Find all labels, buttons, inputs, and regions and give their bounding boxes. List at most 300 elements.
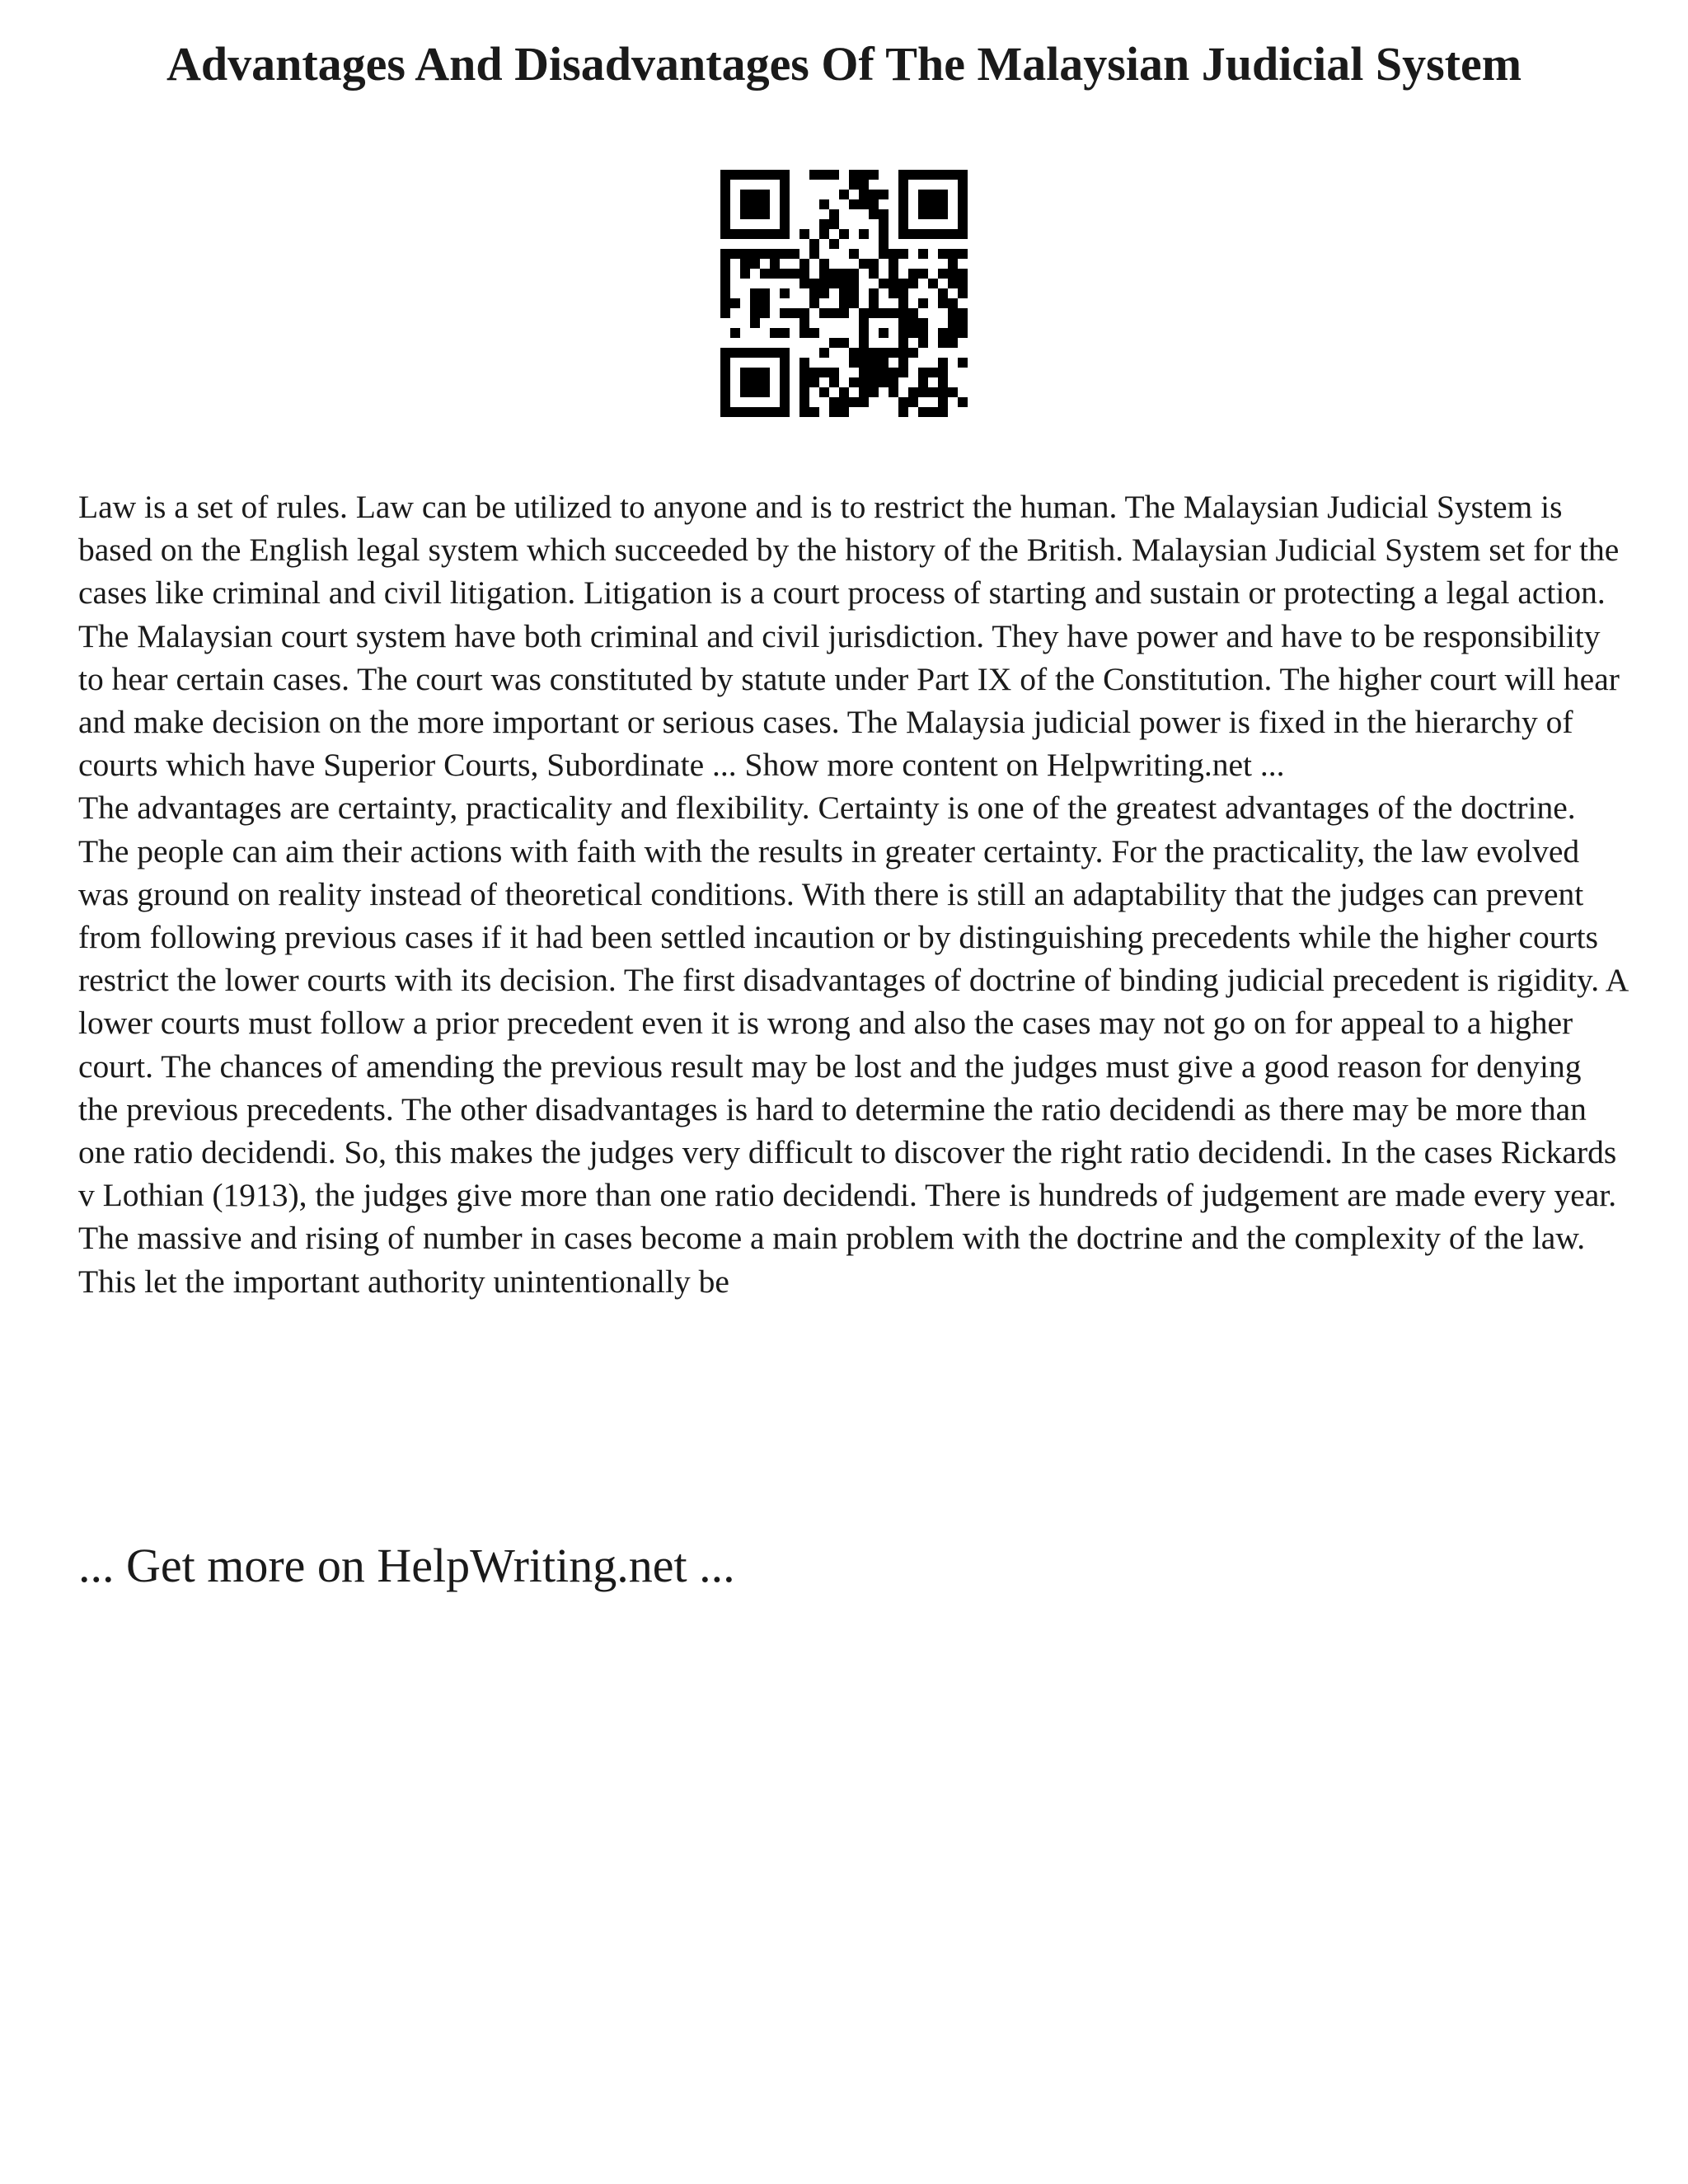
qr-module	[898, 358, 908, 368]
qr-module	[869, 288, 879, 298]
qr-module	[849, 397, 859, 407]
qr-module	[809, 377, 819, 387]
qr-module	[750, 288, 760, 298]
qr-module	[938, 190, 948, 199]
qr-module	[839, 387, 849, 397]
qr-module	[938, 338, 948, 348]
qr-module	[750, 190, 760, 199]
qr-module	[849, 358, 859, 368]
qr-module	[720, 298, 730, 308]
qr-module	[740, 259, 750, 269]
qr-module	[799, 387, 809, 397]
qr-module	[958, 219, 968, 229]
qr-module	[938, 170, 948, 180]
qr-module	[829, 219, 839, 229]
qr-module	[740, 249, 750, 259]
qr-module	[859, 368, 869, 377]
qr-module	[720, 180, 730, 190]
qr-module	[879, 249, 889, 259]
qr-module	[938, 368, 948, 377]
qr-module	[829, 269, 839, 279]
qr-module	[889, 387, 898, 397]
qr-module	[839, 407, 849, 417]
qr-module	[720, 308, 730, 318]
qr-module	[879, 368, 889, 377]
qr-module	[928, 199, 938, 209]
qr-module	[750, 249, 760, 259]
qr-module	[918, 170, 928, 180]
qr-module	[780, 170, 790, 180]
qr-module	[898, 397, 908, 407]
qr-module	[829, 407, 839, 417]
qr-module	[829, 239, 839, 249]
qr-module	[908, 269, 918, 279]
qr-module	[809, 298, 819, 308]
qr-module	[829, 170, 839, 180]
qr-module	[809, 288, 819, 298]
qr-module	[849, 180, 859, 190]
qr-module	[740, 368, 750, 377]
qr-module	[819, 259, 829, 269]
qr-module	[889, 288, 898, 298]
qr-module	[908, 348, 918, 358]
qr-module	[720, 170, 730, 180]
qr-module	[829, 368, 839, 377]
qr-module	[938, 209, 948, 219]
qr-module	[839, 279, 849, 288]
qr-module	[839, 190, 849, 199]
qr-module	[898, 308, 908, 318]
qr-module	[879, 190, 889, 199]
qr-module	[869, 308, 879, 318]
qr-module	[869, 259, 879, 269]
qr-module	[948, 338, 958, 348]
qr-module	[958, 170, 968, 180]
qr-module	[948, 308, 958, 318]
qr-module	[819, 288, 829, 298]
qr-module	[799, 318, 809, 328]
qr-module	[720, 269, 730, 279]
qr-module	[809, 328, 819, 338]
qr-module	[819, 269, 829, 279]
qr-module	[928, 170, 938, 180]
qr-module	[898, 229, 908, 239]
qr-module	[839, 269, 849, 279]
qr-module	[839, 338, 849, 348]
qr-module	[869, 170, 879, 180]
qr-module	[790, 308, 799, 318]
qr-module	[839, 288, 849, 298]
qr-module	[879, 229, 889, 239]
qr-module	[770, 348, 780, 358]
qr-module	[760, 269, 770, 279]
qr-module	[938, 249, 948, 259]
qr-module	[898, 170, 908, 180]
qr-module	[849, 348, 859, 358]
qr-module	[898, 249, 908, 259]
qr-module	[898, 407, 908, 417]
qr-module	[720, 348, 730, 358]
qr-module	[760, 249, 770, 259]
qr-module	[908, 397, 918, 407]
qr-module	[849, 249, 859, 259]
qr-module	[760, 348, 770, 358]
qr-module	[948, 318, 958, 328]
qr-module	[760, 298, 770, 308]
qr-module	[859, 318, 869, 328]
qr-module	[780, 397, 790, 407]
qr-module	[898, 180, 908, 190]
qr-module	[720, 279, 730, 288]
qr-module	[908, 328, 918, 338]
qr-module	[760, 368, 770, 377]
qr-module	[928, 209, 938, 219]
qr-module	[918, 407, 928, 417]
qr-module	[938, 328, 948, 338]
qr-module	[889, 308, 898, 318]
qr-module	[730, 407, 740, 417]
qr-module	[869, 190, 879, 199]
qr-module	[829, 338, 839, 348]
qr-module	[918, 209, 928, 219]
get-more-link[interactable]: ... Get more on HelpWriting.net ...	[78, 1539, 735, 1592]
qr-module	[948, 229, 958, 239]
qr-module	[908, 387, 918, 397]
qr-module	[770, 407, 780, 417]
qr-module	[750, 377, 760, 387]
qr-module	[770, 328, 780, 338]
qr-module	[780, 328, 790, 338]
qr-module	[889, 249, 898, 259]
paragraph: The advantages are certainty, practicality and flexibility. Certainty is one of the greatest advantages of the doctrine. The people can aim their actions with faith with the results in greater certainty. For the practicality, the law evolved was ground on reality instead of theoretical conditions. With there is still an adaptability that the judges can prevent from following previous cases if it had been settled incaution or by distinguishing precedents while the higher courts restrict the lower courts with its decision. The first disadvantages of doctrine of binding judicial precedent is rigidity. A lower courts must follow a prior precedent even it is wrong and also the cases may not go on for appeal to a higher court. The chances of amending the previous result may be lost and the judges must give a good reason for denying the previous precedents. The other disadvantages is hard to determine the ratio decidendi as there may be more than one ratio decidendi. So, this makes the judges very difficult to discover the right ratio decidendi. In the cases Rickards v Lothian (1913), the judges give more than one ratio decidendi. There is hundreds of judgement are made every year. The massive and rising of number in cases become a main problem with the doctrine and the complexity of the law. This let the important authority unintentionally be	[78, 790, 1628, 1300]
qr-module	[938, 229, 948, 239]
qr-module	[799, 407, 809, 417]
qr-module	[859, 199, 869, 209]
qr-module	[869, 348, 879, 358]
qr-module	[780, 269, 790, 279]
qr-module	[849, 377, 859, 387]
qr-module	[720, 387, 730, 397]
qr-module	[958, 249, 968, 259]
qr-module	[928, 368, 938, 377]
qr-module	[958, 209, 968, 219]
qr-module	[898, 209, 908, 219]
qr-code-icon	[720, 170, 968, 417]
qr-module	[879, 328, 889, 338]
qr-module	[809, 239, 819, 249]
qr-module	[958, 180, 968, 190]
qr-module	[859, 348, 869, 358]
qr-module	[720, 209, 730, 219]
qr-module	[898, 288, 908, 298]
qr-module	[869, 269, 879, 279]
qr-module	[780, 190, 790, 199]
qr-module	[869, 209, 879, 219]
qr-module	[720, 190, 730, 199]
qr-module	[790, 249, 799, 259]
qr-module	[780, 308, 790, 318]
qr-module	[760, 229, 770, 239]
qr-module	[829, 377, 839, 387]
qr-module	[760, 199, 770, 209]
article-body	[78, 485, 1628, 1303]
qr-module	[879, 308, 889, 318]
qr-module	[780, 209, 790, 219]
qr-module	[799, 328, 809, 338]
qr-module	[879, 348, 889, 358]
qr-module	[918, 368, 928, 377]
qr-module	[760, 288, 770, 298]
qr-module	[780, 288, 790, 298]
qr-module	[889, 377, 898, 387]
qr-module	[918, 190, 928, 199]
qr-module	[948, 298, 958, 308]
qr-module	[898, 348, 908, 358]
qr-module	[720, 219, 730, 229]
qr-module	[750, 259, 760, 269]
qr-module	[879, 219, 889, 229]
qr-module	[819, 348, 829, 358]
qr-module	[819, 170, 829, 180]
qr-module	[898, 318, 908, 328]
qr-module	[859, 190, 869, 199]
qr-module	[898, 279, 908, 288]
qr-module	[948, 279, 958, 288]
qr-module	[720, 288, 730, 298]
qr-module	[839, 397, 849, 407]
qr-module	[780, 387, 790, 397]
qr-module	[928, 190, 938, 199]
qr-module	[799, 377, 809, 387]
qr-module	[720, 229, 730, 239]
qr-module	[730, 249, 740, 259]
qr-module	[918, 387, 928, 397]
qr-module	[799, 308, 809, 318]
qr-module	[819, 229, 829, 239]
qr-module	[948, 249, 958, 259]
qr-module	[938, 397, 948, 407]
qr-module	[819, 368, 829, 377]
qr-module	[829, 308, 839, 318]
qr-module	[958, 190, 968, 199]
qr-module	[720, 259, 730, 269]
qr-module	[839, 229, 849, 239]
qr-module	[760, 308, 770, 318]
qr-module	[938, 387, 948, 397]
qr-module	[780, 407, 790, 417]
qr-module	[908, 279, 918, 288]
qr-module	[750, 298, 760, 308]
qr-module	[720, 358, 730, 368]
qr-module	[740, 269, 750, 279]
qr-module	[859, 229, 869, 239]
qr-module	[819, 387, 829, 397]
qr-module	[958, 269, 968, 279]
qr-module	[928, 279, 938, 288]
qr-module	[760, 407, 770, 417]
qr-module	[918, 377, 928, 387]
qr-module	[720, 249, 730, 259]
qr-module	[948, 328, 958, 338]
qr-module	[859, 387, 869, 397]
qr-module	[750, 199, 760, 209]
qr-module	[730, 348, 740, 358]
qr-module	[859, 180, 869, 190]
qr-module	[740, 407, 750, 417]
qr-module	[819, 219, 829, 229]
qr-module	[849, 298, 859, 308]
qr-module	[760, 170, 770, 180]
qr-module	[958, 229, 968, 239]
qr-module	[839, 308, 849, 318]
qr-module	[918, 269, 928, 279]
qr-module	[740, 229, 750, 239]
qr-module	[799, 368, 809, 377]
qr-module	[938, 269, 948, 279]
qr-module	[740, 377, 750, 387]
qr-module	[780, 219, 790, 229]
qr-module	[740, 170, 750, 180]
qr-module	[859, 358, 869, 368]
qr-module	[750, 308, 760, 318]
qr-module	[829, 209, 839, 219]
qr-module	[839, 298, 849, 308]
qr-module	[809, 368, 819, 377]
qr-module	[938, 298, 948, 308]
qr-module	[928, 407, 938, 417]
qr-module	[958, 308, 968, 318]
qr-module	[859, 328, 869, 338]
qr-module	[790, 269, 799, 279]
qr-module	[849, 288, 859, 298]
qr-module	[740, 348, 750, 358]
qr-module	[780, 249, 790, 259]
qr-module	[720, 368, 730, 377]
qr-module	[730, 328, 740, 338]
qr-module	[898, 298, 908, 308]
qr-module	[938, 377, 948, 387]
qr-module	[908, 229, 918, 239]
paragraph: Law is a set of rules. Law can be utilized to anyone and is to restrict the human. The Malaysian Judicial System is based on the English legal system which succeeded by the history of the British. Malaysian Judicial System set for the cases like criminal and civil litigation. Litigation is a court process of starting and sustain or protecting a legal action. The Malaysian court system have both criminal and civil jurisdiction. They have power and have to be responsibility to hear certain cases. The court was constituted by statute under Part IX of the Constitution. The higher court will hear and make decision on the more important or serious cases. The Malaysia judicial power is fixed in the hierarchy of courts which have Superior Courts, Subordinate ... Show more content on Helpwriting.net ...	[78, 489, 1620, 784]
qr-module	[879, 209, 889, 219]
qr-module	[849, 170, 859, 180]
qr-module	[760, 387, 770, 397]
qr-module	[750, 229, 760, 239]
qr-module	[918, 338, 928, 348]
qr-module	[948, 387, 958, 397]
qr-module	[750, 318, 760, 328]
qr-module	[958, 288, 968, 298]
qr-module	[889, 259, 898, 269]
qr-module	[799, 397, 809, 407]
page-title: Advantages And Disadvantages Of The Malaysian Judicial System	[166, 37, 1522, 91]
qr-module	[780, 368, 790, 377]
qr-module	[859, 338, 869, 348]
qr-module	[918, 199, 928, 209]
qr-module	[869, 387, 879, 397]
qr-module	[889, 279, 898, 288]
qr-module	[869, 377, 879, 387]
qr-module	[869, 358, 879, 368]
qr-module	[770, 229, 780, 239]
qr-module	[770, 249, 780, 259]
qr-module	[740, 209, 750, 219]
qr-module	[898, 219, 908, 229]
qr-module	[958, 199, 968, 209]
qr-module	[938, 199, 948, 209]
qr-module	[859, 397, 869, 407]
qr-module	[938, 407, 948, 417]
qr-module	[948, 259, 958, 269]
qr-module	[720, 199, 730, 209]
qr-module	[908, 308, 918, 318]
qr-module	[760, 209, 770, 219]
qr-module	[819, 279, 829, 288]
qr-module	[958, 328, 968, 338]
qr-module	[829, 279, 839, 288]
qr-module	[809, 249, 819, 259]
qr-module	[809, 407, 819, 417]
qr-module	[720, 377, 730, 387]
qr-module	[750, 170, 760, 180]
qr-module	[799, 279, 809, 288]
qr-module	[908, 170, 918, 180]
qr-module	[819, 308, 829, 318]
qr-module	[898, 368, 908, 377]
qr-module	[918, 328, 928, 338]
qr-module	[780, 229, 790, 239]
qr-module	[780, 180, 790, 190]
qr-module	[898, 190, 908, 199]
qr-module	[799, 229, 809, 239]
qr-module	[780, 358, 790, 368]
qr-module	[889, 348, 898, 358]
qr-module	[908, 318, 918, 328]
qr-module	[780, 377, 790, 387]
qr-module	[799, 259, 809, 269]
qr-module	[799, 269, 809, 279]
qr-module	[770, 269, 780, 279]
qr-module	[760, 377, 770, 387]
qr-module	[760, 190, 770, 199]
qr-module	[879, 239, 889, 249]
qr-module	[750, 348, 760, 358]
qr-module	[948, 170, 958, 180]
qr-module	[750, 209, 760, 219]
qr-module	[750, 407, 760, 417]
qr-module	[948, 269, 958, 279]
qr-module	[859, 377, 869, 387]
qr-module	[958, 318, 968, 328]
qr-module	[918, 229, 928, 239]
qr-module	[849, 199, 859, 209]
qr-module	[958, 279, 968, 288]
qr-module	[898, 199, 908, 209]
qr-module	[720, 407, 730, 417]
qr-module	[809, 170, 819, 180]
qr-module	[889, 269, 898, 279]
qr-module	[918, 298, 928, 308]
qr-module	[928, 387, 938, 397]
qr-module	[730, 170, 740, 180]
qr-module	[750, 368, 760, 377]
qr-module	[869, 199, 879, 209]
qr-module	[889, 368, 898, 377]
qr-module	[740, 190, 750, 199]
qr-module	[879, 377, 889, 387]
qr-module	[859, 170, 869, 180]
qr-module	[809, 279, 819, 288]
